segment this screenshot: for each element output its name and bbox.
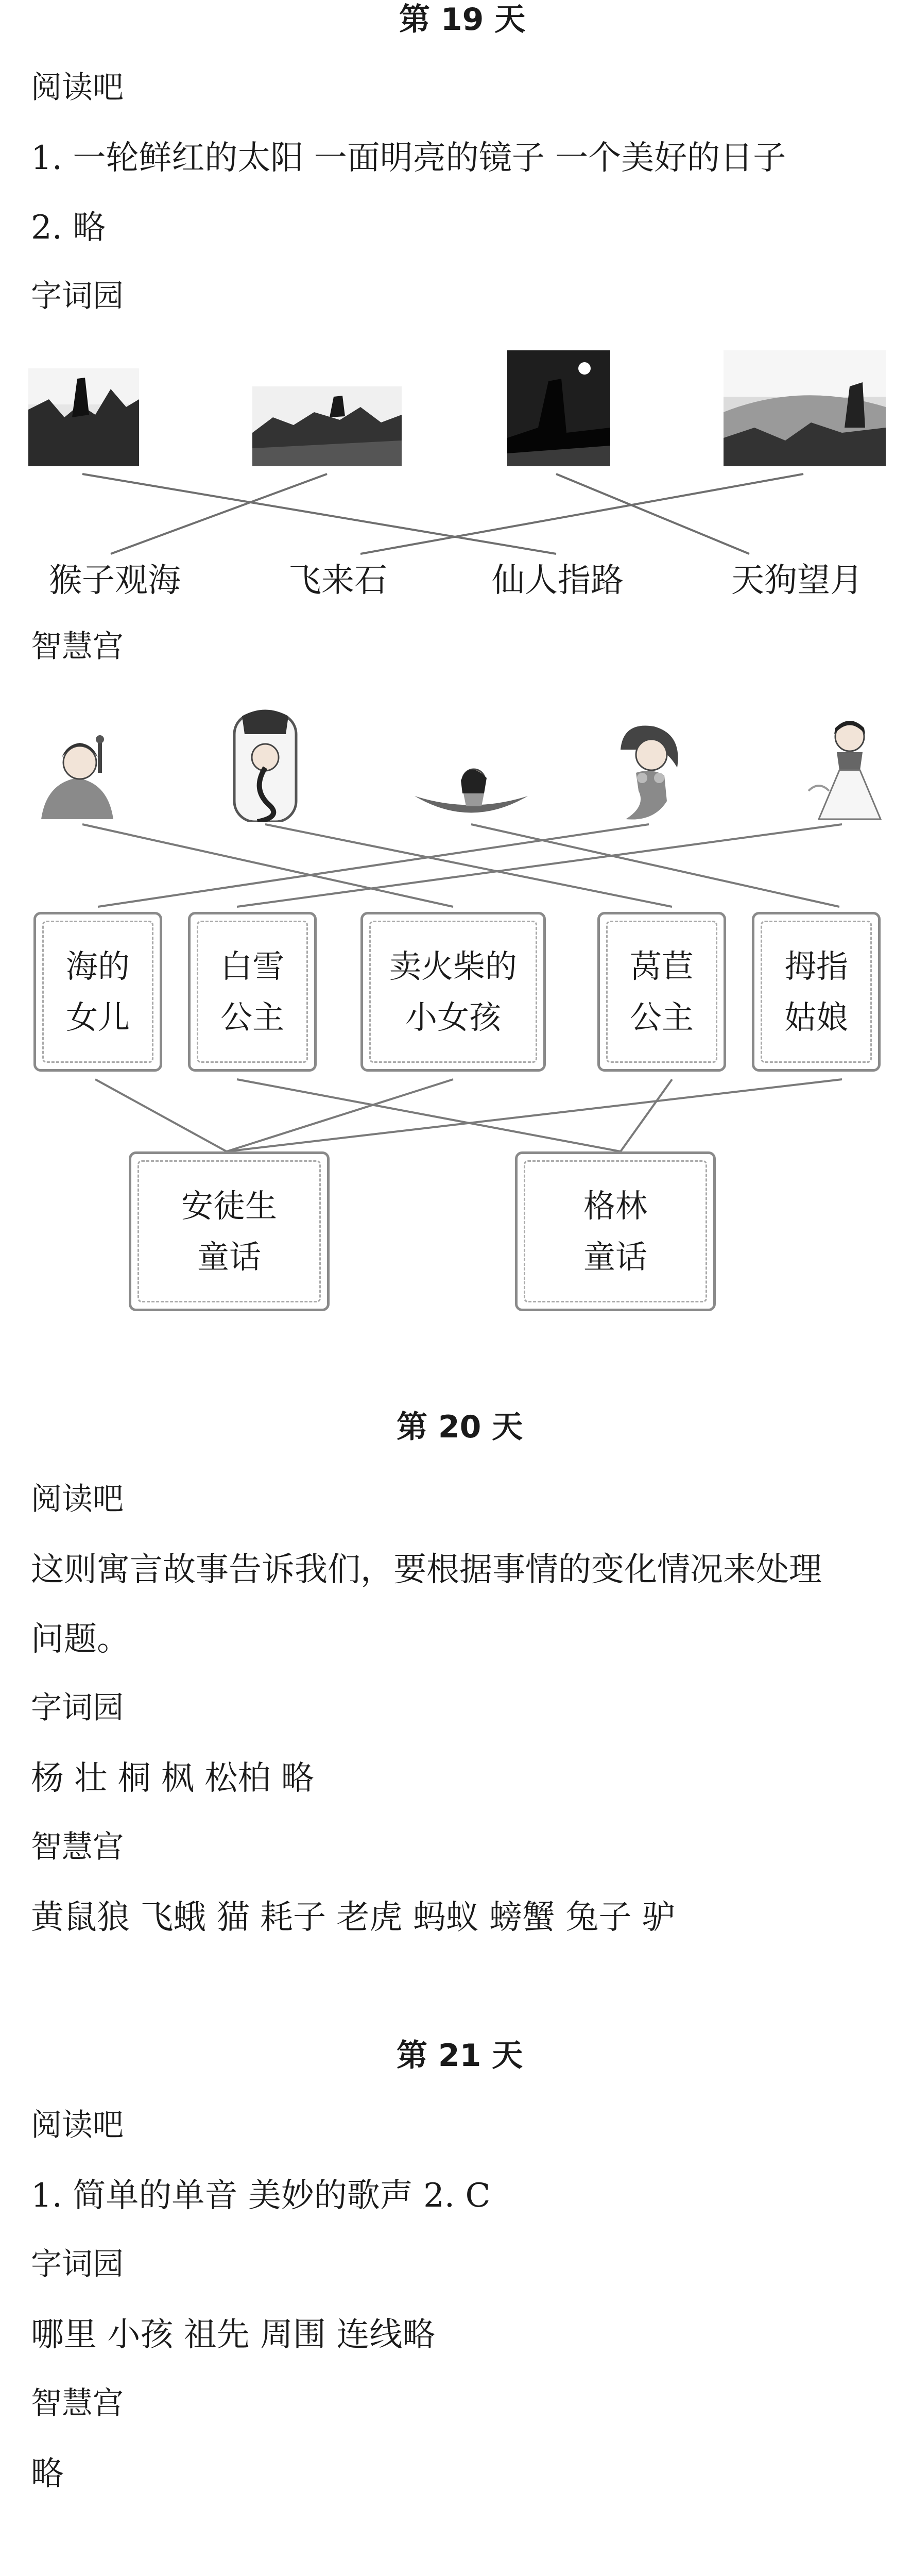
day19-label-flying-stone: 飞来石 [288,562,387,600]
day19-wisdom-heading: 智慧宫 [31,629,124,665]
day21-title: 第 21 天 [397,2038,523,2074]
story-line: 白雪 [220,947,284,985]
day19-label-monkey-watching-sea: 猴子观海 [49,562,181,600]
story-line: 姑娘 [784,998,848,1036]
day21-reading-heading: 阅读吧 [31,2107,124,2143]
story-line: 莴苣 [629,947,694,985]
story-box-little-match-girl [360,912,546,1072]
day20-words-answer: 杨 壮 桐 枫 松柏 略 [31,1759,314,1798]
day20-title: 第 20 天 [397,1409,523,1445]
author-line: 格林 [583,1187,647,1225]
day19-reading-heading: 阅读吧 [31,70,124,106]
story-line: 公主 [629,998,694,1036]
author-line: 安徒生 [181,1187,277,1225]
story-line: 海的 [65,947,130,985]
story-line: 小女孩 [405,998,501,1036]
day19-label-heavenly-dog-moon: 天狗望月 [731,562,863,600]
day19-title: 第 19 天 [399,2,526,38]
day19-reading-answer-2: 2. 略 [31,209,106,247]
story-line: 卖火柴的 [389,947,517,985]
day20-reading-line-2: 问题。 [31,1620,130,1658]
day20-wisdom-answer: 黄鼠狼 飞蛾 猫 耗子 老虎 蚂蚁 螃蟹 兔子 驴 [31,1899,675,1937]
story-box-little-mermaid [33,912,162,1072]
story-box-rapunzel [597,912,726,1072]
day21-words-heading: 字词园 [31,2246,124,2282]
day19-label-immortal-pointing-way: 仙人指路 [492,562,624,600]
story-box-thumbelina [752,912,881,1072]
day21-wisdom-heading: 智慧宫 [31,2385,124,2421]
author-line: 童话 [583,1238,647,1276]
day19-words-heading: 字词园 [31,278,124,314]
day21-words-answer: 哪里 小孩 祖先 周围 连线略 [31,2316,436,2354]
day20-words-heading: 字词园 [31,1690,124,1726]
day20-reading-heading: 阅读吧 [31,1481,124,1517]
story-box-snow-white [188,912,317,1072]
day20-reading-line-1: 这则寓言故事告诉我们，要根据事情的变化情况来处理 [31,1551,822,1589]
author-line: 童话 [197,1238,261,1276]
story-line: 公主 [220,998,284,1036]
day20-wisdom-heading: 智慧宫 [31,1829,124,1865]
story-line: 拇指 [784,947,848,985]
story-line: 女儿 [65,998,130,1036]
day21-wisdom-answer: 略 [31,2455,64,2493]
day19-reading-answer-1: 1. 一轮鲜红的太阳 一面明亮的镜子 一个美好的日子 [31,139,786,177]
day21-reading-answer: 1. 简单的单音 美妙的歌声 2. C [31,2177,491,2215]
author-box-grimm [515,1151,716,1311]
author-box-andersen [129,1151,330,1311]
